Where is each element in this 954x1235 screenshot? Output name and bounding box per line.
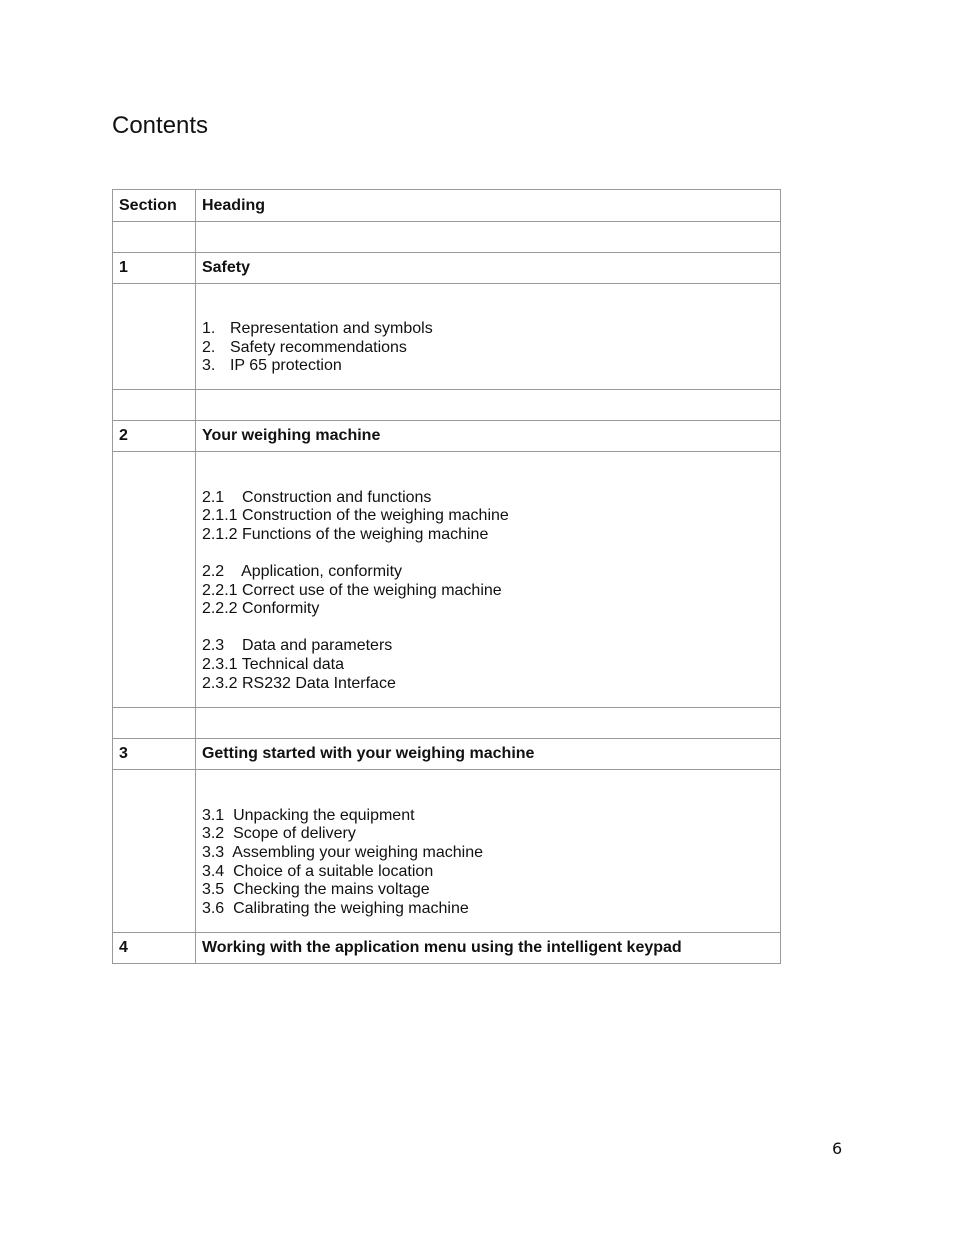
- section-row-3: [113, 739, 781, 770]
- section-number: 2: [113, 421, 196, 452]
- list-item: 2.1 Construction and functions: [201, 488, 432, 506]
- section-row-2: [113, 421, 781, 452]
- spacer-row: [113, 708, 781, 739]
- section-row-1: [113, 253, 781, 284]
- contents-table: [112, 189, 781, 964]
- list-item: 2.3.2 RS232 Data Interface: [201, 674, 396, 692]
- section-items-row-1: [113, 284, 781, 390]
- list-item: 2. Safety recommendations: [201, 338, 407, 356]
- section-number: 1: [113, 253, 196, 284]
- list-item: 3.2 Scope of delivery: [201, 825, 356, 843]
- section-heading: Safety: [195, 253, 780, 284]
- section-heading: Working with the application menu using the intelligent keypad: [195, 933, 780, 964]
- list-item: 3. IP 65 protection: [201, 357, 342, 375]
- list-item: 3.6 Calibrating the weighing machine: [201, 899, 469, 917]
- list-item: 3.1 Unpacking the equipment: [201, 806, 415, 824]
- list-item: 2.3.1 Technical data: [201, 656, 344, 674]
- list-item: 2.2 Application, conformity: [201, 563, 403, 581]
- list-item: 2.2.1 Correct use of the weighing machine: [201, 581, 502, 599]
- section-items-list: [202, 297, 774, 376]
- section-number: 3: [113, 739, 196, 770]
- list-item: 1. Representation and symbols: [201, 320, 433, 338]
- section-heading: Getting started with your weighing machine: [195, 739, 780, 770]
- section-items-row-3: [113, 770, 781, 933]
- column-header-heading: Heading: [195, 190, 780, 222]
- list-item: 2.3 Data and parameters: [201, 637, 393, 655]
- section-items-list: [202, 784, 774, 919]
- list-item: 2.1.1 Construction of the weighing machine: [201, 507, 509, 525]
- spacer-row: [113, 222, 781, 253]
- section-items-row-2: [113, 452, 781, 708]
- section-items-list: [202, 466, 774, 694]
- column-header-section: Section: [113, 190, 196, 222]
- page-title: Contents: [112, 112, 209, 139]
- list-item: 3.5 Checking the mains voltage: [201, 881, 430, 899]
- section-row-4: [113, 933, 781, 964]
- spacer-row: [113, 390, 781, 421]
- list-item: 3.4 Choice of a suitable location: [201, 862, 434, 880]
- section-number: 4: [113, 933, 196, 964]
- list-item: 3.3 Assembling your weighing machine: [201, 843, 483, 861]
- list-item: 2.2.2 Conformity: [201, 600, 320, 618]
- section-heading: Your weighing machine: [195, 421, 780, 452]
- table-header-row: [113, 190, 781, 222]
- list-item: 2.1.2 Functions of the weighing machine: [201, 525, 489, 543]
- page-number: 6: [832, 1139, 843, 1158]
